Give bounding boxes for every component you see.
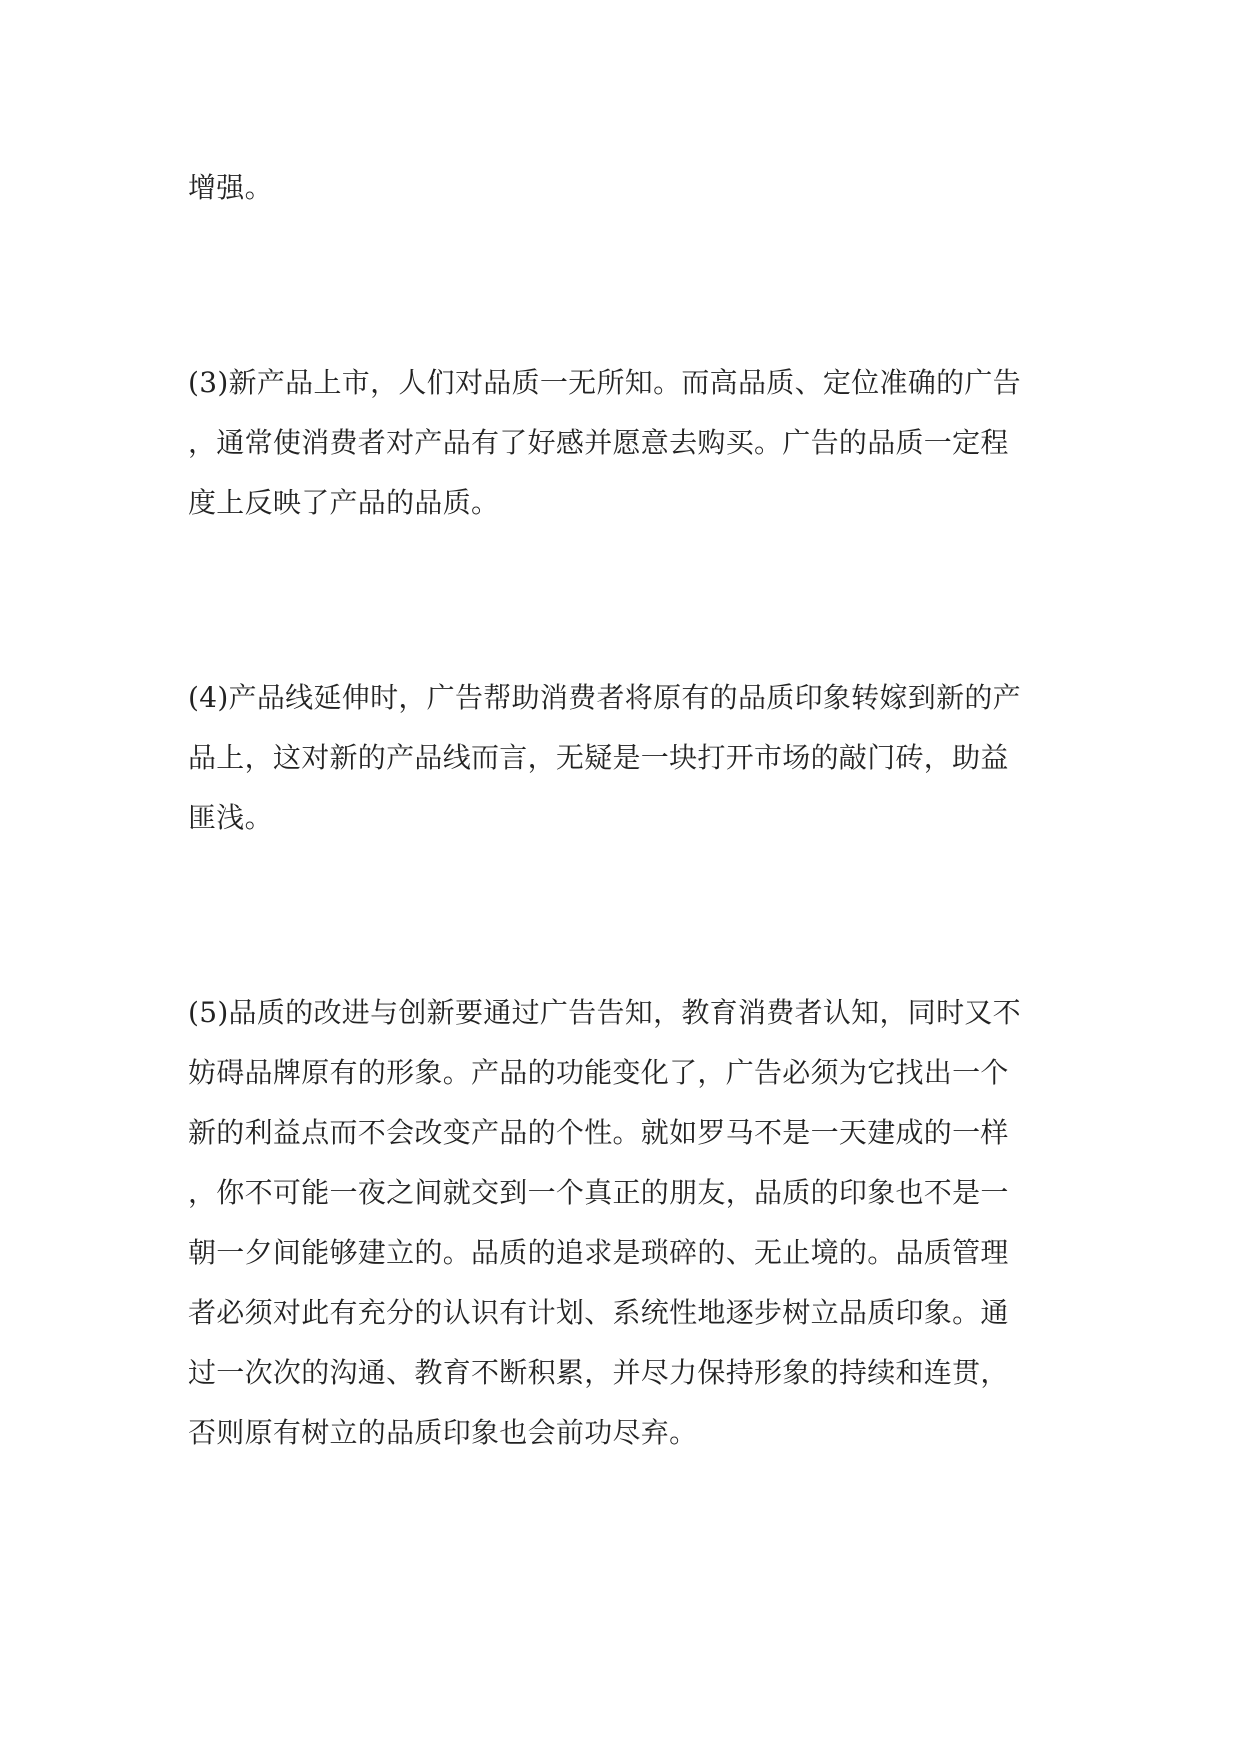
text-line: 度上反映了产品的品质。 bbox=[188, 486, 500, 519]
text-line: (5)品质的改进与创新要通过广告告知，教育消费者认知，同时又不 bbox=[188, 996, 1021, 1029]
text-line: ，通常使消费者对产品有了好感并愿意去购买。广告的品质一定程 bbox=[188, 426, 1009, 459]
paragraph-item-5 bbox=[188, 983, 1043, 1463]
text-line: (3)新产品上市，人们对品质一无所知。而高品质、定位准确的广告 bbox=[188, 366, 1021, 399]
text-line: 者必须对此有充分的认识有计划、系统性地逐步树立品质印象。通 bbox=[188, 1296, 1009, 1329]
paragraph-gap bbox=[188, 533, 1043, 668]
text-line: 增强。 bbox=[188, 171, 273, 204]
text-line: 过一次次的沟通、教育不断积累，并尽力保持形象的持续和连贯， bbox=[188, 1356, 1009, 1389]
text-line: 否则原有树立的品质印象也会前功尽弃。 bbox=[188, 1416, 698, 1449]
paragraph-item-4 bbox=[188, 668, 1043, 848]
text-line: 匪浅。 bbox=[188, 801, 273, 834]
text-line: (4)产品线延伸时，广告帮助消费者将原有的品质印象转嫁到新的产 bbox=[188, 681, 1021, 714]
text-line: 品上，这对新的产品线而言，无疑是一块打开市场的敲门砖，助益 bbox=[188, 741, 1009, 774]
text-line: 妨碍品牌原有的形象。产品的功能变化了，广告必须为它找出一个 bbox=[188, 1056, 1009, 1089]
body-text bbox=[188, 158, 1043, 1463]
paragraph-gap bbox=[188, 218, 1043, 353]
text-line: ，你不可能一夜之间就交到一个真正的朋友，品质的印象也不是一 bbox=[188, 1176, 1009, 1209]
paragraph-gap bbox=[188, 848, 1043, 983]
text-line: 朝一夕间能够建立的。品质的追求是琐碎的、无止境的。品质管理 bbox=[188, 1236, 1009, 1269]
text-line: 新的利益点而不会改变产品的个性。就如罗马不是一天建成的一样 bbox=[188, 1116, 1009, 1149]
paragraph-item-3 bbox=[188, 353, 1043, 533]
paragraph-continuation bbox=[188, 158, 1043, 218]
